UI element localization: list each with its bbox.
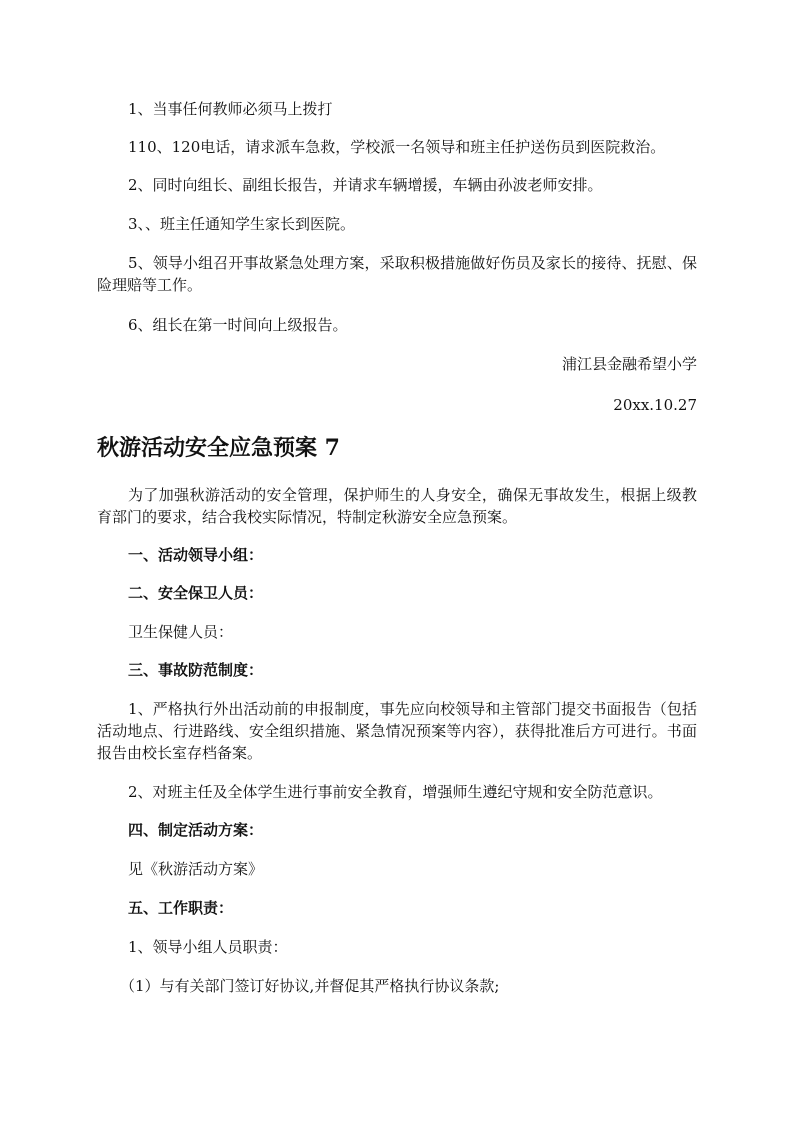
paragraph-rule-2: 2、对班主任及全体学生进行事前安全教育，增强师生遵纪守规和安全防范意识。 [128,783,663,801]
section-title: 秋游活动安全应急预案 7 [97,435,340,461]
signature-date: 20xx.10.27 [613,396,697,414]
paragraph-step-5: 5、领导小组召开事故紧急处理方案，采取积极措施做好伤员及家长的接待、抚慰、保险理赔等工作。 [97,254,697,294]
paragraph-step-1: 1、当事任何教师必须马上拨打 [128,100,333,118]
paragraph-duty-1-1: （1）与有关部门签订好协议,并督促其严格执行协议条款; [120,977,500,995]
paragraph-emergency-call: 110、120电话，请求派车急救，学校派一名领导和班主任护送伤员到医院救治。 [128,138,666,156]
paragraph-step-3: 3、、班主任通知学生家长到医院。 [128,215,356,233]
paragraph-intro: 为了加强秋游活动的安全管理，保护师生的人身安全，确保无事故发生，根据上级教育部门的要求，结合我校实际情况，特制定秋游安全应急预案。 [97,486,697,526]
heading-duties: 五、工作职责： [128,899,234,917]
paragraph-step-6: 6、组长在第一时间向上级报告。 [128,316,348,334]
heading-leadership-group: 一、活动领导小组： [128,546,264,564]
heading-security-staff: 二、安全保卫人员： [128,584,264,602]
paragraph-health-staff: 卫生保健人员： [128,623,234,641]
heading-activity-plan: 四、制定活动方案： [128,821,264,839]
paragraph-step-2: 2、同时向组长、副组长报告，并请求车辆增援，车辆由孙波老师安排。 [128,176,603,194]
paragraph-rule-1: 1、严格执行外出活动前的申报制度，事先应向校领导和主管部门提交书面报告（包括活动地点、行进路线、安全组织措施、紧急情况预案等内容），获得批准后方可进行。书面报告由校长室存档备案。 [97,700,697,762]
paragraph-duty-1: 1、领导小组人员职责： [128,938,288,956]
heading-prevention-rules: 三、事故防范制度： [128,661,264,679]
paragraph-plan-reference: 见《秋游活动方案》 [128,860,264,878]
signature-school: 浦江县金融希望小学 [561,355,697,373]
